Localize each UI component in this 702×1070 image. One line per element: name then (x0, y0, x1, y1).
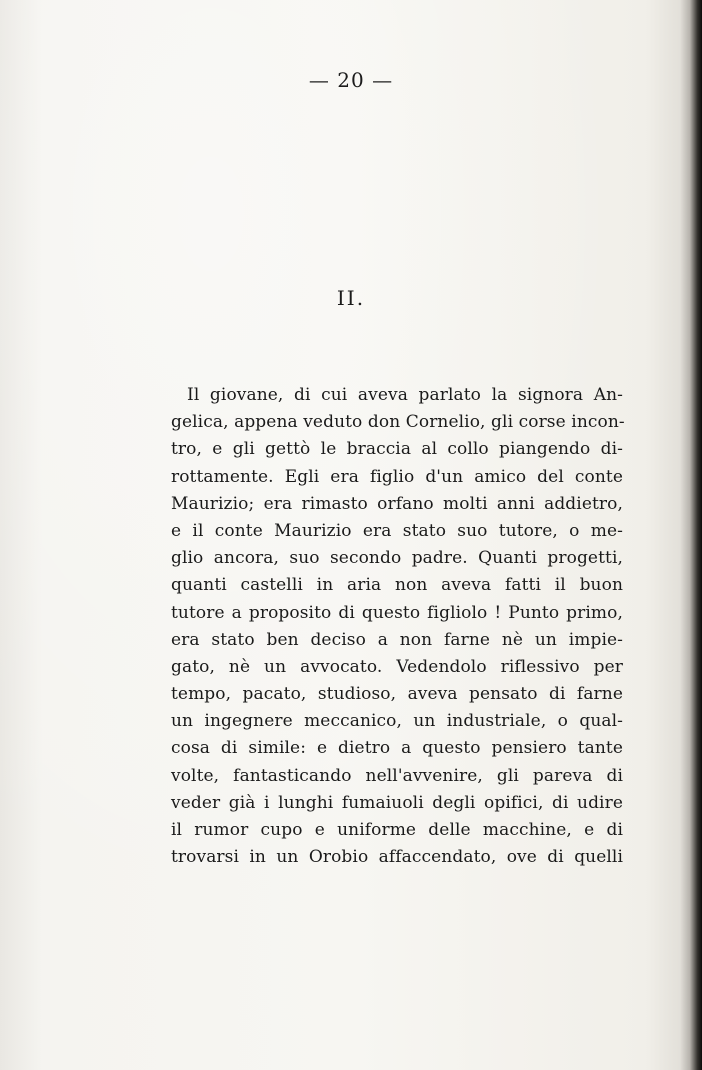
text-line: veder già i lunghi fumaiuoli degli opifici, di udire (171, 792, 623, 813)
text-line: gelica, appena veduto don Cornelio, gli corse incon- (171, 412, 625, 433)
text-line: tro, e gli gettò le braccia al collo piangendo di- (171, 439, 623, 460)
text-line: gato, nè un avvocato. Vedendolo riflessivo per (171, 656, 623, 677)
text-line: un ingegnere meccanico, un industriale, o qual- (171, 711, 623, 732)
text-line: e il conte Maurizio era stato suo tutore, o me- (171, 520, 623, 541)
text-line: volte, fantasticando nell'avvenire, gli pareva di (171, 765, 623, 786)
text-line: Maurizio; era rimasto orfano molti anni addietro, (171, 493, 623, 514)
page-edge-shadow (680, 0, 702, 1070)
chapter-heading: II. (336, 286, 366, 310)
page-number: — 20 — (308, 68, 394, 92)
text-line: era stato ben deciso a non farne nè un impie- (171, 629, 623, 650)
text-line: il rumor cupo e uniforme delle macchine, e di (171, 820, 623, 840)
text-line: glio ancora, suo secondo padre. Quanti progetti, (171, 548, 623, 569)
text-line: cosa di simile: e dietro a questo pensiero tante (171, 738, 623, 759)
text-line: tempo, pacato, studioso, aveva pensato di farne (171, 684, 623, 705)
text-line: trovarsi in un Orobio affaccendato, ove di quelli (171, 847, 623, 868)
text-line: quanti castelli in aria non aveva fatti il buon (171, 575, 623, 596)
body-paragraph (171, 382, 623, 871)
text-line: rottamente. Egli era figlio d'un amico del conte (171, 466, 623, 487)
text-line: Il giovane, di cui aveva parlato la signora An- (187, 385, 623, 405)
text-line: tutore a proposito di questo figliolo ! Punto primo, (171, 602, 623, 623)
